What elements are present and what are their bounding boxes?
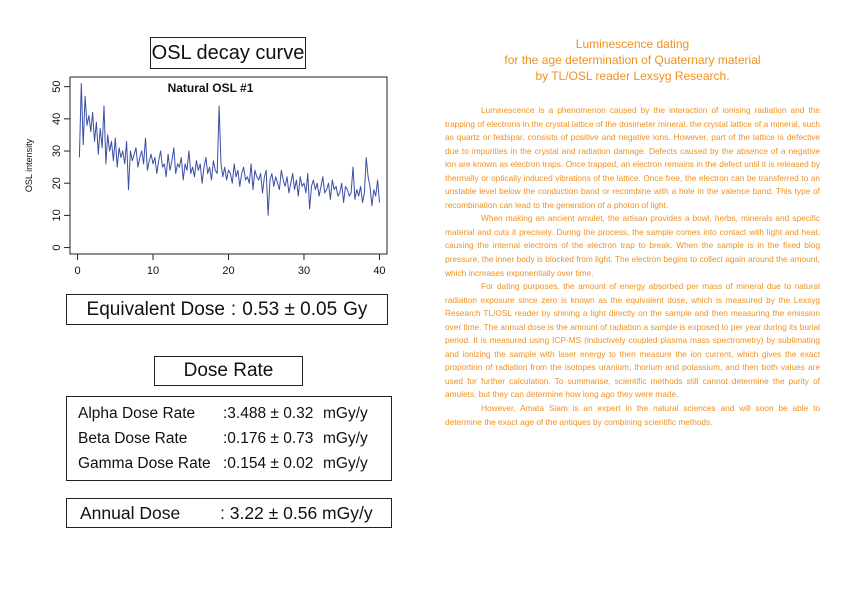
x-tick-label: 30: [297, 265, 311, 277]
dose-rates-box: [66, 396, 392, 481]
equivalent-dose-box: [66, 294, 388, 325]
beta-dose-label: Beta Dose Rate: [78, 430, 188, 447]
alpha-dose-unit: mGy/y: [323, 405, 368, 422]
article-body: [445, 104, 820, 429]
article-paragraph: Luminescence is a phenomenon caused by the interaction of ionising radiation and the trapping of electrons in the crystal lattice of the dosimeter mineral. the crystal lattice of a mineral, such as quartz or feldspar, consists of positive and negative ions. However, part of the lattice is defective due to impurities in the crystal and radiation damage. Defects caused by the absence of a negative ion are known as electron traps. Once trapped, an electron remains in the defect until it is released by thermally or optically induced vibrations of the lattice. Once free, the electron can be transferred to an unstable level below the conduction band or recombine with a hole in the valence band. This type of recombination can lead to the generation of a photon of light.: [445, 105, 820, 210]
osl-title-box: [150, 37, 306, 69]
article-paragraph: When making an ancient amulet, the artisan provides a bowl, herbs, minerals and specific material and cuts it precisely. During the process, the sample comes into contact with light and heat, causing the internal electrons of the electron trap to break. When the sample is in the fixed blog pressure, the inner body is blocked from light. The electron begins to collect again around the amount, which increases exponentially over time.: [445, 213, 820, 278]
article-paragraph: However, Amata Siam is an expert in the natural sciences and will soon be able to determine the exact age of the antiques by combining scientific methods.: [445, 403, 820, 427]
alpha-dose-value: :3.488 ± 0.32: [223, 405, 314, 422]
x-tick-label: 0: [74, 265, 81, 277]
y-tick-label: 30: [51, 144, 63, 158]
annual-dose-label: Annual Dose: [80, 503, 181, 523]
gamma-dose-unit: mGy/y: [323, 455, 368, 472]
equivalent-dose-sep: :: [230, 298, 237, 320]
dose-rate-title: Dose Rate: [183, 360, 274, 381]
chart-title: Natural OSL #1: [167, 81, 254, 95]
y-tick-label: 50: [51, 80, 63, 93]
gamma-dose-row: [67, 455, 391, 479]
dose-rate-title-box: [154, 356, 303, 386]
annual-dose-value: : 3.22 ± 0.56 mGy/y: [220, 503, 373, 523]
x-tick-label: 10: [146, 265, 160, 277]
gamma-dose-value: :0.154 ± 0.02: [223, 455, 314, 472]
beta-dose-unit: mGy/y: [323, 430, 368, 447]
equivalent-dose-value: 0.53 ± 0.05: [242, 298, 338, 320]
gamma-dose-label: Gamma Dose Rate: [78, 455, 211, 472]
y-tick-label: 20: [51, 177, 63, 190]
y-tick-label: 40: [51, 112, 63, 125]
article-paragraph: For dating purposes, the amount of energy absorbed per mass of mineral due to natural radiation exposure since zero is known as the equivalent dose, which is measured by the Lexsyg Research TL/OSL reader by shining a light directly on the sample and then measuring the emission over time. The annual dose is the amount of radiation a sample is exposed to per year during its burial period. It is measured using ICP-MS (inductively coupled plasma mass spectrometry) by sublimating and ionizing the sample with laser energy to then measure the ion current, which gives the exact proportion of radiation from the isotopes uranium, thorium and potassium, and then both values are used for further calculation. To summarise, scientific methods still cannot determine the purity of amulets, but they can determine how long ago they were made.: [445, 281, 820, 400]
osl-title: OSL decay curve: [151, 41, 305, 64]
article-title-line: by TL/OSL reader Lexsyg Research.: [535, 69, 730, 83]
osl-series-line: [79, 83, 379, 215]
equivalent-dose-unit: Gy: [343, 298, 368, 320]
x-tick-label: 20: [222, 265, 235, 277]
article-title-line: for the age determination of Quaternary material: [504, 53, 761, 67]
y-axis-label: OSL intensity: [24, 138, 34, 193]
beta-dose-value: :0.176 ± 0.73: [223, 430, 314, 447]
annual-dose-box: [66, 498, 392, 528]
beta-dose-row: [67, 430, 391, 454]
article-title-line: Luminescence dating: [575, 37, 690, 51]
x-tick-label: 40: [373, 265, 386, 277]
y-tick-label: 0: [51, 244, 63, 251]
article-title: [445, 36, 820, 84]
article: [445, 36, 820, 429]
osl-decay-chart: [20, 72, 390, 287]
equivalent-dose-label: Equivalent Dose: [86, 298, 225, 320]
alpha-dose-label: Alpha Dose Rate: [78, 405, 196, 422]
y-tick-label: 10: [51, 209, 63, 222]
alpha-dose-row: [67, 405, 391, 429]
